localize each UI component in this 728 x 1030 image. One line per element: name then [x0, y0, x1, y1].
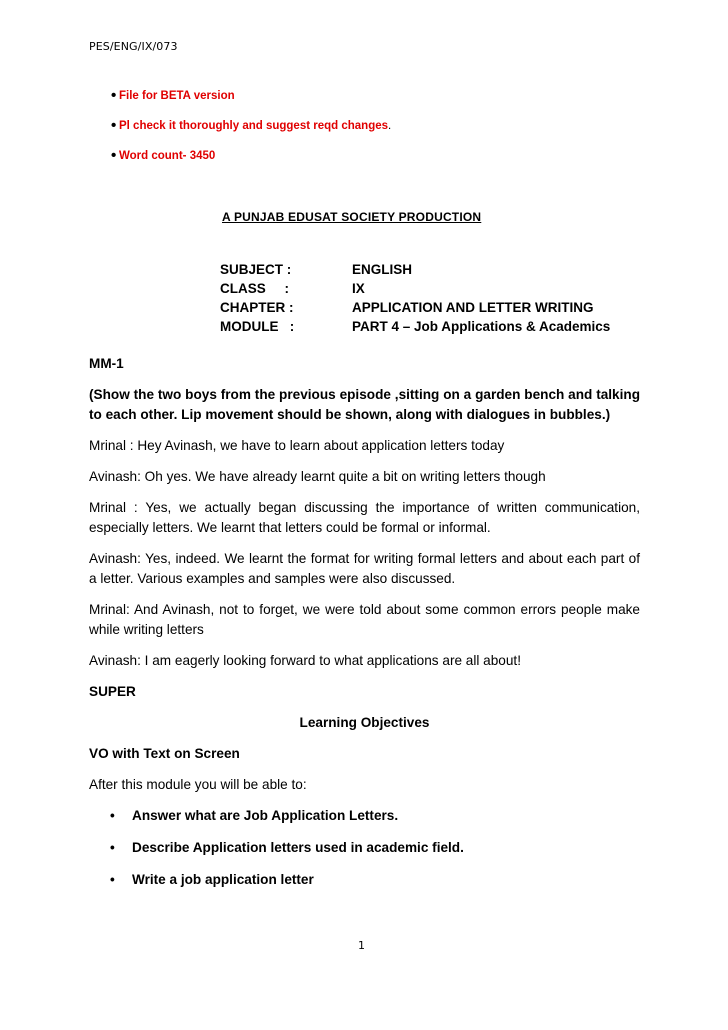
note-item: • Pl check it thoroughly and suggest reqd changes.	[89, 114, 391, 144]
section-heading-vo: VO with Text on Screen	[89, 746, 240, 761]
production-title: A PUNJAB EDUSAT SOCIETY PRODUCTION	[222, 210, 482, 224]
objective-item: • Describe Application letters used in academic field.	[89, 838, 640, 870]
script-body	[89, 354, 640, 902]
objective-item: • Write a job application letter	[89, 870, 640, 902]
document-page: PES/ENG/IX/073 • File for BETA version • Pl check it thoroughly and suggest reqd changes. • Word count- 3450 A PUNJAB EDUSAT SOCIETY PRODUCTION SUBJECT : ENGLISH CLASS : IX CHAPTER : APPLICATION AND LETTER WRITING MODULE : PART 4 – Job Applications & Academics MM-1 (Show the two boys from the previous episode ,sitting on a garden bench and talking to each other. Lip movement should be shown, along with dialogues in bubbles.) Mrinal : Hey Avinash, we have to learn about application letters today Avinash: Oh yes. We have already learnt quite a bit on writing letters though Mrinal : Yes, we actually began discussing the importance of written communication, especially letters. We learnt that letters could be formal or informal. Avinash: Yes, indeed. We learnt the format for writing formal letters and about each part of a letter. Various examples and samples were also discussed. Mrinal: And Avinash, not to forget, we were told about some common errors people make while writing letters Avinash: I am eagerly looking forward to what applications are all about! SUPER Learning Objectives VO with Text on Screen After this module you will be able to: • Answer what are Job Application Letters. • Describe Application letters used in academic field. • Write a job application letter 1	[89, 40, 640, 952]
objective-item: • Answer what are Job Application Letters.	[89, 806, 640, 838]
bullet-icon: •	[111, 117, 117, 134]
dialogue-line: Mrinal : Yes, we actually began discussing the importance of written communication, especially letters. We learnt that letters could be formal or informal.	[89, 500, 640, 535]
page-number: 1	[358, 939, 365, 952]
dialogue-line: Avinash: I am eagerly looking forward to what applications are all about!	[89, 653, 521, 668]
bullet-icon: •	[111, 147, 117, 164]
note-item: • Word count- 3450	[89, 144, 391, 174]
bullet-icon: •	[110, 808, 115, 823]
note-item: • File for BETA version	[89, 84, 391, 114]
review-notes	[89, 84, 391, 174]
dialogue-line: Avinash: Yes, indeed. We learnt the format for writing formal letters and about each part of a letter. Various examples and samples were also discussed.	[89, 551, 640, 586]
document-code: PES/ENG/IX/073	[89, 40, 178, 53]
objectives-intro: After this module you will be able to:	[89, 777, 307, 792]
bullet-icon: •	[110, 840, 115, 855]
bullet-icon: •	[110, 872, 115, 887]
section-heading-super: SUPER	[89, 684, 136, 699]
objectives-title: Learning Objectives	[299, 715, 430, 730]
stage-direction: (Show the two boys from the previous episode ,sitting on a garden bench and talking to each other. Lip movement should be shown, along with dialogues in bubbles.)	[89, 387, 640, 422]
bullet-icon: •	[111, 87, 117, 104]
dialogue-line: Mrinal : Hey Avinash, we have to learn about application letters today	[89, 438, 505, 453]
section-heading-mm1: MM-1	[89, 356, 124, 371]
dialogue-line: Mrinal: And Avinash, not to forget, we were told about some common errors people make while writing letters	[89, 602, 640, 637]
objectives-list	[89, 806, 640, 902]
dialogue-line: Avinash: Oh yes. We have already learnt quite a bit on writing letters though	[89, 469, 546, 484]
